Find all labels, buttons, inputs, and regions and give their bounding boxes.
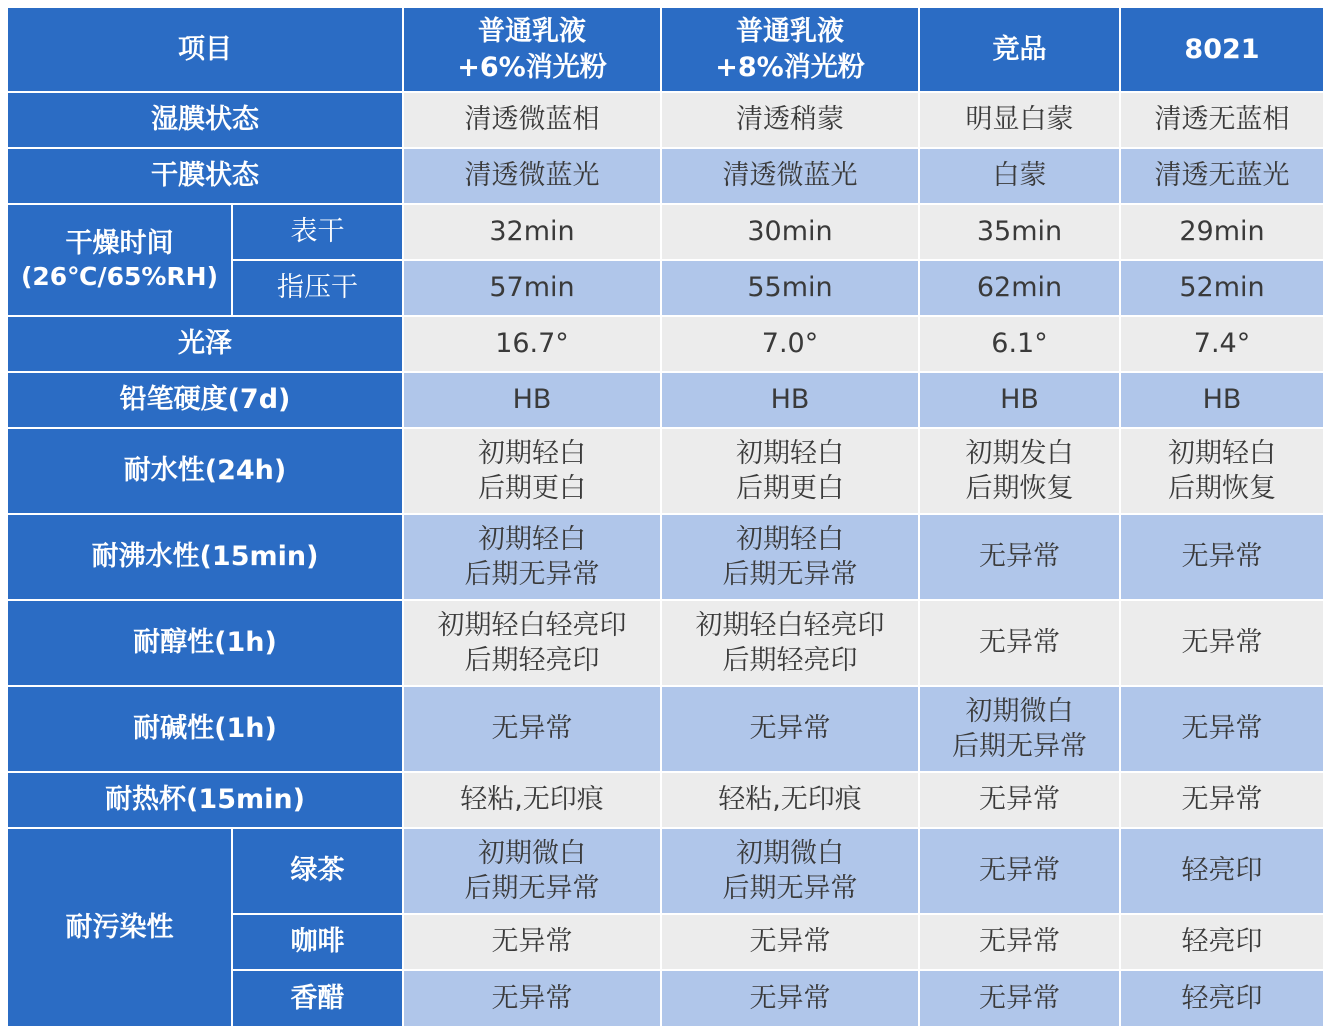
cell-line: 初期轻白 [478, 523, 586, 555]
cell [403, 514, 661, 600]
cell: 55min [661, 260, 919, 316]
cell-line: 初期微白 [478, 837, 586, 869]
cell: 无异常 [661, 970, 919, 1027]
cell: 明显白蒙 [919, 92, 1120, 148]
cell: 7.0° [661, 316, 919, 372]
cell: 清透微蓝光 [403, 148, 661, 204]
header-row [7, 7, 1324, 92]
cell [919, 686, 1120, 772]
cell: HB [919, 372, 1120, 428]
table-row [7, 828, 1324, 914]
header-col2 [661, 7, 919, 92]
row-sublabel-touch-dry: 指压干 [232, 260, 403, 316]
table-row [7, 316, 1324, 372]
table-row [7, 772, 1324, 828]
cell-line: 后期无异常 [464, 559, 600, 590]
cell: 无异常 [403, 686, 661, 772]
cell [403, 428, 661, 514]
header-col3: 竞品 [919, 7, 1120, 92]
cell: 清透稍蒙 [661, 92, 919, 148]
cell-line: 初期轻白 [478, 437, 586, 469]
cell: HB [661, 372, 919, 428]
cell-line: 后期无异常 [722, 559, 858, 590]
cell: 52min [1120, 260, 1324, 316]
table-row [7, 148, 1324, 204]
cell: 无异常 [919, 828, 1120, 914]
cell-line: 初期微白 [736, 837, 844, 869]
cell [1120, 428, 1324, 514]
cell: 轻亮印 [1120, 914, 1324, 970]
table-row [7, 372, 1324, 428]
row-label-gloss: 光泽 [7, 316, 403, 372]
cell: 35min [919, 204, 1120, 260]
cell: 无异常 [919, 600, 1120, 686]
cell-line: 初期轻白 [736, 523, 844, 555]
cell-line: 后期更白 [736, 473, 844, 504]
row-label-boiling-resistance: 耐沸水性(15min) [7, 514, 403, 600]
cell: 32min [403, 204, 661, 260]
cell: 57min [403, 260, 661, 316]
cell-line: 后期无异常 [952, 731, 1087, 762]
row-label-pencil-hardness: 铅笔硬度(7d) [7, 372, 403, 428]
row-label-dry-time-line1: 干燥时间 [65, 228, 174, 260]
results-table [6, 6, 1325, 1028]
table-row [7, 686, 1324, 772]
row-sublabel-green-tea: 绿茶 [232, 828, 403, 914]
cell [403, 600, 661, 686]
cell [661, 600, 919, 686]
row-label-dry-time [7, 204, 232, 316]
cell: 7.4° [1120, 316, 1324, 372]
cell: 清透无蓝光 [1120, 148, 1324, 204]
cell: 无异常 [403, 970, 661, 1027]
cell: 30min [661, 204, 919, 260]
cell: 无异常 [919, 970, 1120, 1027]
header-col1-line1: 普通乳液 [478, 16, 586, 48]
row-label-alkali-resistance: 耐碱性(1h) [7, 686, 403, 772]
table-row [7, 600, 1324, 686]
row-label-dry-film: 干膜状态 [7, 148, 403, 204]
row-label-hot-cup: 耐热杯(15min) [7, 772, 403, 828]
table-row [7, 92, 1324, 148]
cell: 无异常 [1120, 600, 1324, 686]
cell: 无异常 [661, 686, 919, 772]
cell: 轻亮印 [1120, 970, 1324, 1027]
cell: 无异常 [403, 914, 661, 970]
cell-line: 后期更白 [478, 473, 586, 504]
cell [661, 428, 919, 514]
cell-line: 后期无异常 [722, 873, 858, 904]
header-col4: 8021 [1120, 7, 1324, 92]
cell-line: 初期轻白轻亮印 [437, 609, 627, 641]
header-item: 项目 [7, 7, 403, 92]
cell: 无异常 [1120, 772, 1324, 828]
row-label-water-resistance: 耐水性(24h) [7, 428, 403, 514]
cell: 无异常 [919, 772, 1120, 828]
cell: 清透微蓝相 [403, 92, 661, 148]
header-col2-line1: 普通乳液 [736, 16, 844, 48]
cell-line: 后期轻亮印 [464, 645, 600, 676]
cell: 无异常 [1120, 514, 1324, 600]
cell [403, 828, 661, 914]
cell-line: 初期发白 [965, 437, 1074, 469]
cell: 白蒙 [919, 148, 1120, 204]
cell: 无异常 [919, 914, 1120, 970]
table-row [7, 428, 1324, 514]
cell-line: 后期无异常 [464, 873, 600, 904]
row-label-alcohol-resistance: 耐醇性(1h) [7, 600, 403, 686]
cell: 轻亮印 [1120, 828, 1324, 914]
header-col1-line2: +6%消光粉 [457, 51, 607, 83]
cell-line: 初期轻白 [736, 437, 844, 469]
cell: 6.1° [919, 316, 1120, 372]
row-sublabel-coffee: 咖啡 [232, 914, 403, 970]
cell-line: 后期恢复 [1168, 473, 1276, 504]
cell: 清透微蓝光 [661, 148, 919, 204]
row-label-stain-resistance: 耐污染性 [7, 828, 232, 1027]
cell-line: 初期轻白 [1168, 437, 1276, 469]
cell-line: 后期恢复 [965, 473, 1074, 504]
cell [661, 514, 919, 600]
row-sublabel-vinegar: 香醋 [232, 970, 403, 1027]
cell: 轻粘,无印痕 [661, 772, 919, 828]
cell-line: 后期轻亮印 [722, 645, 858, 676]
cell: 29min [1120, 204, 1324, 260]
row-label-wet-film: 湿膜状态 [7, 92, 403, 148]
cell: 无异常 [1120, 686, 1324, 772]
cell-line: 初期轻白轻亮印 [695, 609, 885, 641]
cell: 轻粘,无印痕 [403, 772, 661, 828]
row-label-dry-time-line2: (26℃/65%RH) [20, 262, 219, 292]
header-col2-line2: +8%消光粉 [715, 51, 865, 83]
cell: HB [403, 372, 661, 428]
cell: HB [1120, 372, 1324, 428]
header-col1 [403, 7, 661, 92]
cell: 清透无蓝相 [1120, 92, 1324, 148]
row-sublabel-surface-dry: 表干 [232, 204, 403, 260]
cell: 无异常 [919, 514, 1120, 600]
cell [661, 828, 919, 914]
table-row [7, 514, 1324, 600]
cell: 16.7° [403, 316, 661, 372]
cell-line: 初期微白 [965, 695, 1074, 727]
cell: 无异常 [661, 914, 919, 970]
cell: 62min [919, 260, 1120, 316]
cell [919, 428, 1120, 514]
table-row [7, 204, 1324, 260]
